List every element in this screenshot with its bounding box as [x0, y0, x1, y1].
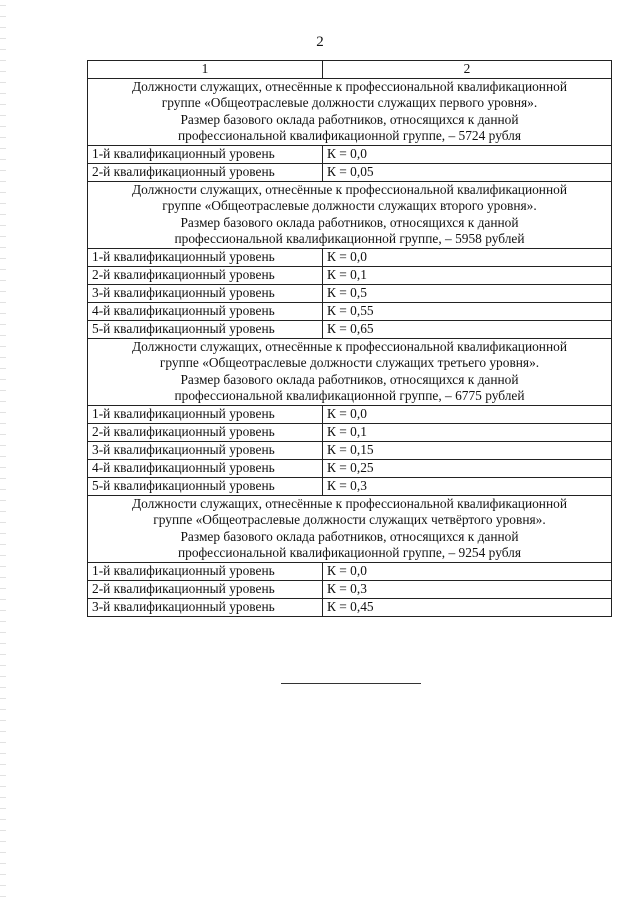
- scan-edge-shadow: [0, 0, 6, 905]
- group-header-row: [88, 495, 612, 562]
- group-title-line: профессиональной квалификационной группе, – 5958 рублей: [174, 231, 525, 246]
- group-title: [88, 181, 612, 248]
- table-header-row: [88, 61, 612, 79]
- coefficient-value: К = 0,0: [323, 562, 612, 580]
- group-title-line: профессиональной квалификационной группе, – 6775 рублей: [174, 388, 525, 403]
- level-row: [88, 145, 612, 163]
- group-title-line: Должности служащих, отнесённые к профессиональной квалификационной: [132, 181, 567, 197]
- level-row: [88, 163, 612, 181]
- group-title-line: Размер базового оклада работников, относящихся к данной: [180, 371, 519, 387]
- page-number: 2: [316, 34, 324, 50]
- level-row: [88, 441, 612, 459]
- salary-coefficients-table: [87, 60, 612, 617]
- coefficient-value: К = 0,1: [323, 423, 612, 441]
- qualification-level: 2-й квалификационный уровень: [88, 423, 323, 441]
- level-row: [88, 405, 612, 423]
- coefficient-value: К = 0,3: [323, 477, 612, 495]
- qualification-level: 5-й квалификационный уровень: [88, 320, 323, 338]
- qualification-level: 1-й квалификационный уровень: [88, 405, 323, 423]
- level-row: [88, 320, 612, 338]
- group-title-line: профессиональной квалификационной группе, – 9254 рубля: [177, 545, 522, 560]
- group-title-line: группе «Общеотраслевые должности служащих третьего уровня».: [159, 355, 540, 370]
- coefficient-value: К = 0,05: [323, 163, 612, 181]
- qualification-level: 1-й квалификационный уровень: [88, 562, 323, 580]
- group-title-line: Должности служащих, отнесённые к профессиональной квалификационной: [132, 338, 567, 354]
- qualification-level: 3-й квалификационный уровень: [88, 441, 323, 459]
- level-row: [88, 302, 612, 320]
- coefficient-value: К = 0,0: [323, 145, 612, 163]
- qualification-level: 2-й квалификационный уровень: [88, 163, 323, 181]
- qualification-level: 3-й квалификационный уровень: [88, 598, 323, 616]
- coefficient-value: К = 0,25: [323, 459, 612, 477]
- qualification-level: 3-й квалификационный уровень: [88, 284, 323, 302]
- group-title: [88, 338, 612, 405]
- coefficient-value: К = 0,3: [323, 580, 612, 598]
- level-row: [88, 598, 612, 616]
- coefficient-value: К = 0,65: [323, 320, 612, 338]
- qualification-level: 1-й квалификационный уровень: [88, 248, 323, 266]
- level-row: [88, 423, 612, 441]
- coefficient-value: К = 0,0: [323, 248, 612, 266]
- level-row: [88, 477, 612, 495]
- group-header-row: [88, 338, 612, 405]
- group-title: [88, 78, 612, 145]
- group-title-line: группе «Общеотраслевые должности служащих второго уровня».: [162, 198, 537, 213]
- coefficient-value: К = 0,1: [323, 266, 612, 284]
- group-title-line: Должности служащих, отнесённые к профессиональной квалификационной: [132, 78, 567, 94]
- qualification-level: 1-й квалификационный уровень: [88, 145, 323, 163]
- coefficient-value: К = 0,15: [323, 441, 612, 459]
- qualification-level: 2-й квалификационный уровень: [88, 580, 323, 598]
- column-header-1: 1: [88, 61, 323, 79]
- bottom-rule: [281, 683, 421, 684]
- group-title: [88, 495, 612, 562]
- group-title-line: Размер базового оклада работников, относящихся к данной: [180, 111, 519, 127]
- qualification-level: 2-й квалификационный уровень: [88, 266, 323, 284]
- level-row: [88, 562, 612, 580]
- coefficient-value: К = 0,45: [323, 598, 612, 616]
- group-title-line: Размер базового оклада работников, относящихся к данной: [180, 528, 519, 544]
- group-title-line: группе «Общеотраслевые должности служащих первого уровня».: [161, 95, 538, 110]
- coefficient-value: К = 0,5: [323, 284, 612, 302]
- group-title-line: Размер базового оклада работников, относящихся к данной: [180, 214, 519, 230]
- qualification-level: 4-й квалификационный уровень: [88, 302, 323, 320]
- table-body: [88, 61, 612, 617]
- group-header-row: [88, 181, 612, 248]
- level-row: [88, 580, 612, 598]
- level-row: [88, 284, 612, 302]
- group-title-line: группе «Общеотраслевые должности служащих четвёртого уровня».: [153, 512, 546, 527]
- level-row: [88, 248, 612, 266]
- coefficient-value: К = 0,55: [323, 302, 612, 320]
- group-title-line: Должности служащих, отнесённые к профессиональной квалификационной: [132, 495, 567, 511]
- coefficient-value: К = 0,0: [323, 405, 612, 423]
- group-header-row: [88, 78, 612, 145]
- level-row: [88, 459, 612, 477]
- qualification-level: 4-й квалификационный уровень: [88, 459, 323, 477]
- qualification-level: 5-й квалификационный уровень: [88, 477, 323, 495]
- group-title-line: профессиональной квалификационной группе, – 5724 рубля: [177, 128, 522, 143]
- column-header-2: 2: [323, 61, 612, 79]
- level-row: [88, 266, 612, 284]
